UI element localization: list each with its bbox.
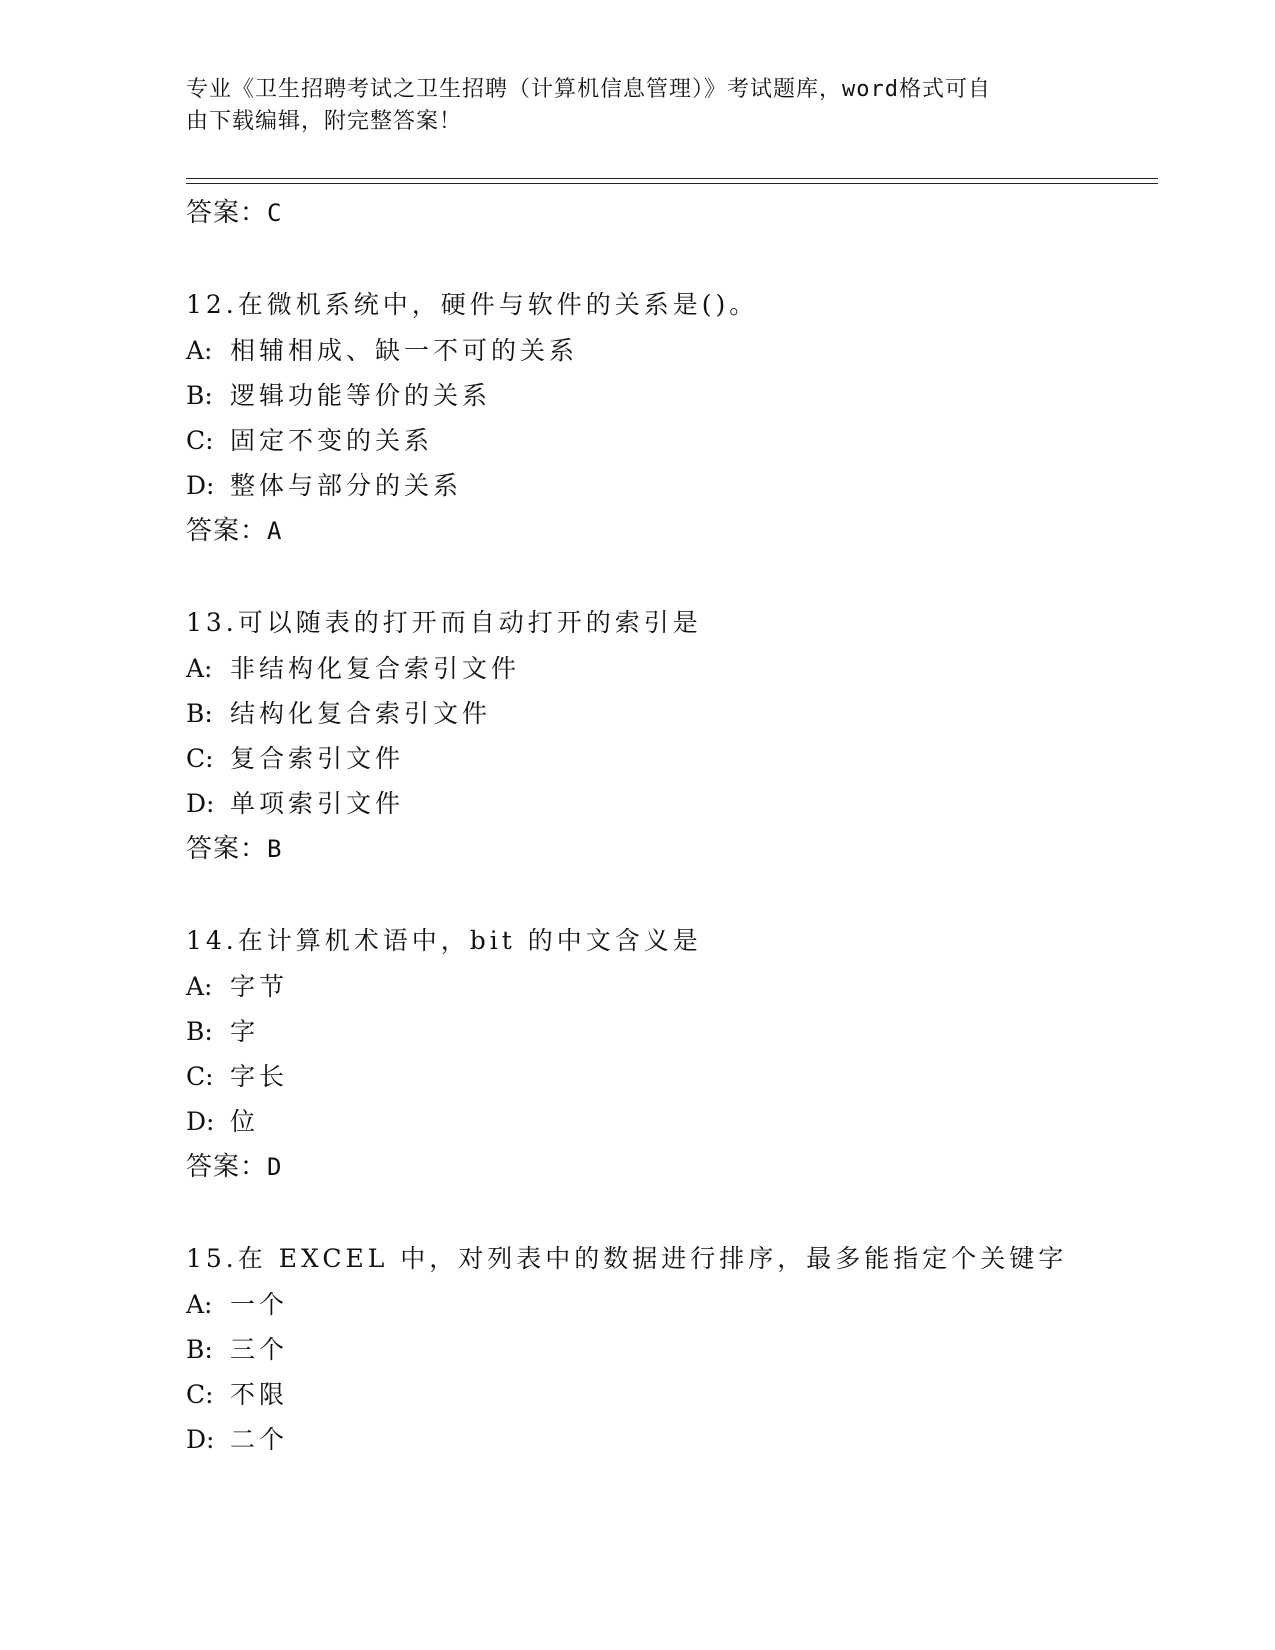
option-d [186,781,1186,826]
option-text: 复合索引文件 [230,744,405,773]
option-letter: A: [186,336,213,365]
answer-value: D [267,1153,283,1181]
option-letter: B: [186,699,213,728]
header-line-2: 由下载编辑，附完整答案！ [186,109,463,134]
option-letter: B: [186,1017,213,1046]
answer-label: 答案： [186,516,268,546]
option-text: 结构化复合索引文件 [230,699,492,728]
option-c [186,1372,1186,1417]
option-text: 字 [230,1017,260,1046]
option-letter: D: [186,789,215,818]
option-letter: C: [186,1062,214,1091]
option-text: 整体与部分的关系 [230,471,463,500]
option-d [186,463,1186,508]
document-header [186,74,1066,138]
option-text: 单项索引文件 [230,789,405,818]
option-a [186,328,1186,373]
option-letter: A: [186,1290,213,1319]
option-text: 逻辑功能等价的关系 [230,381,492,410]
question-block [186,918,1186,1190]
option-letter: C: [186,1380,214,1409]
answer-value: C [267,199,283,227]
option-text: 三个 [230,1335,289,1364]
option-a [186,646,1186,691]
answer-line [186,1144,1186,1190]
option-c [186,736,1186,781]
answer-line [186,190,1186,236]
option-c [186,1054,1186,1099]
option-letter: B: [186,381,213,410]
option-letter: D: [186,471,215,500]
option-text: 相辅相成、缺一不可的关系 [230,336,579,365]
question-stem: 14.在计算机术语中，bit 的中文含义是 [186,926,702,955]
answer-label: 答案： [186,834,268,864]
header-line-1: 专业《卫生招聘考试之卫生招聘（计算机信息管理）》考试题库，word格式可自 [186,77,991,102]
question-stem: 13.可以随表的打开而自动打开的索引是 [186,608,702,637]
option-d [186,1099,1186,1144]
answer-label: 答案： [186,1152,268,1182]
option-letter: D: [186,1425,215,1454]
answer-value: B [267,835,283,863]
option-text: 一个 [230,1290,289,1319]
option-letter: A: [186,654,213,683]
option-text: 二个 [230,1425,289,1454]
option-text: 字节 [230,972,289,1001]
question-list [186,190,1186,1462]
answer-line [186,508,1186,554]
option-b [186,1327,1186,1372]
question-stem: 12.在微机系统中，硬件与软件的关系是()。 [186,290,759,319]
header-divider-bottom [186,183,1158,184]
option-d [186,1417,1186,1462]
question-block [186,282,1186,554]
option-b [186,1009,1186,1054]
option-b [186,373,1186,418]
option-letter: C: [186,426,214,455]
option-text: 不限 [230,1380,289,1409]
answer-line [186,826,1186,872]
question-stem: 15.在 EXCEL 中，对列表中的数据进行排序，最多能指定个关键字 [186,1244,1068,1273]
option-letter: A: [186,972,213,1001]
option-letter: B: [186,1335,213,1364]
option-letter: C: [186,744,214,773]
option-text: 位 [230,1107,260,1136]
option-text: 字长 [230,1062,289,1091]
answer-value: A [267,517,283,545]
option-a [186,1282,1186,1327]
header-divider-top [186,178,1158,179]
option-text: 固定不变的关系 [230,426,434,455]
question-block [186,600,1186,872]
answer-label: 答案： [186,198,268,228]
option-letter: D: [186,1107,215,1136]
option-c [186,418,1186,463]
option-a [186,964,1186,1009]
option-text: 非结构化复合索引文件 [230,654,521,683]
question-block [186,1236,1186,1462]
option-b [186,691,1186,736]
